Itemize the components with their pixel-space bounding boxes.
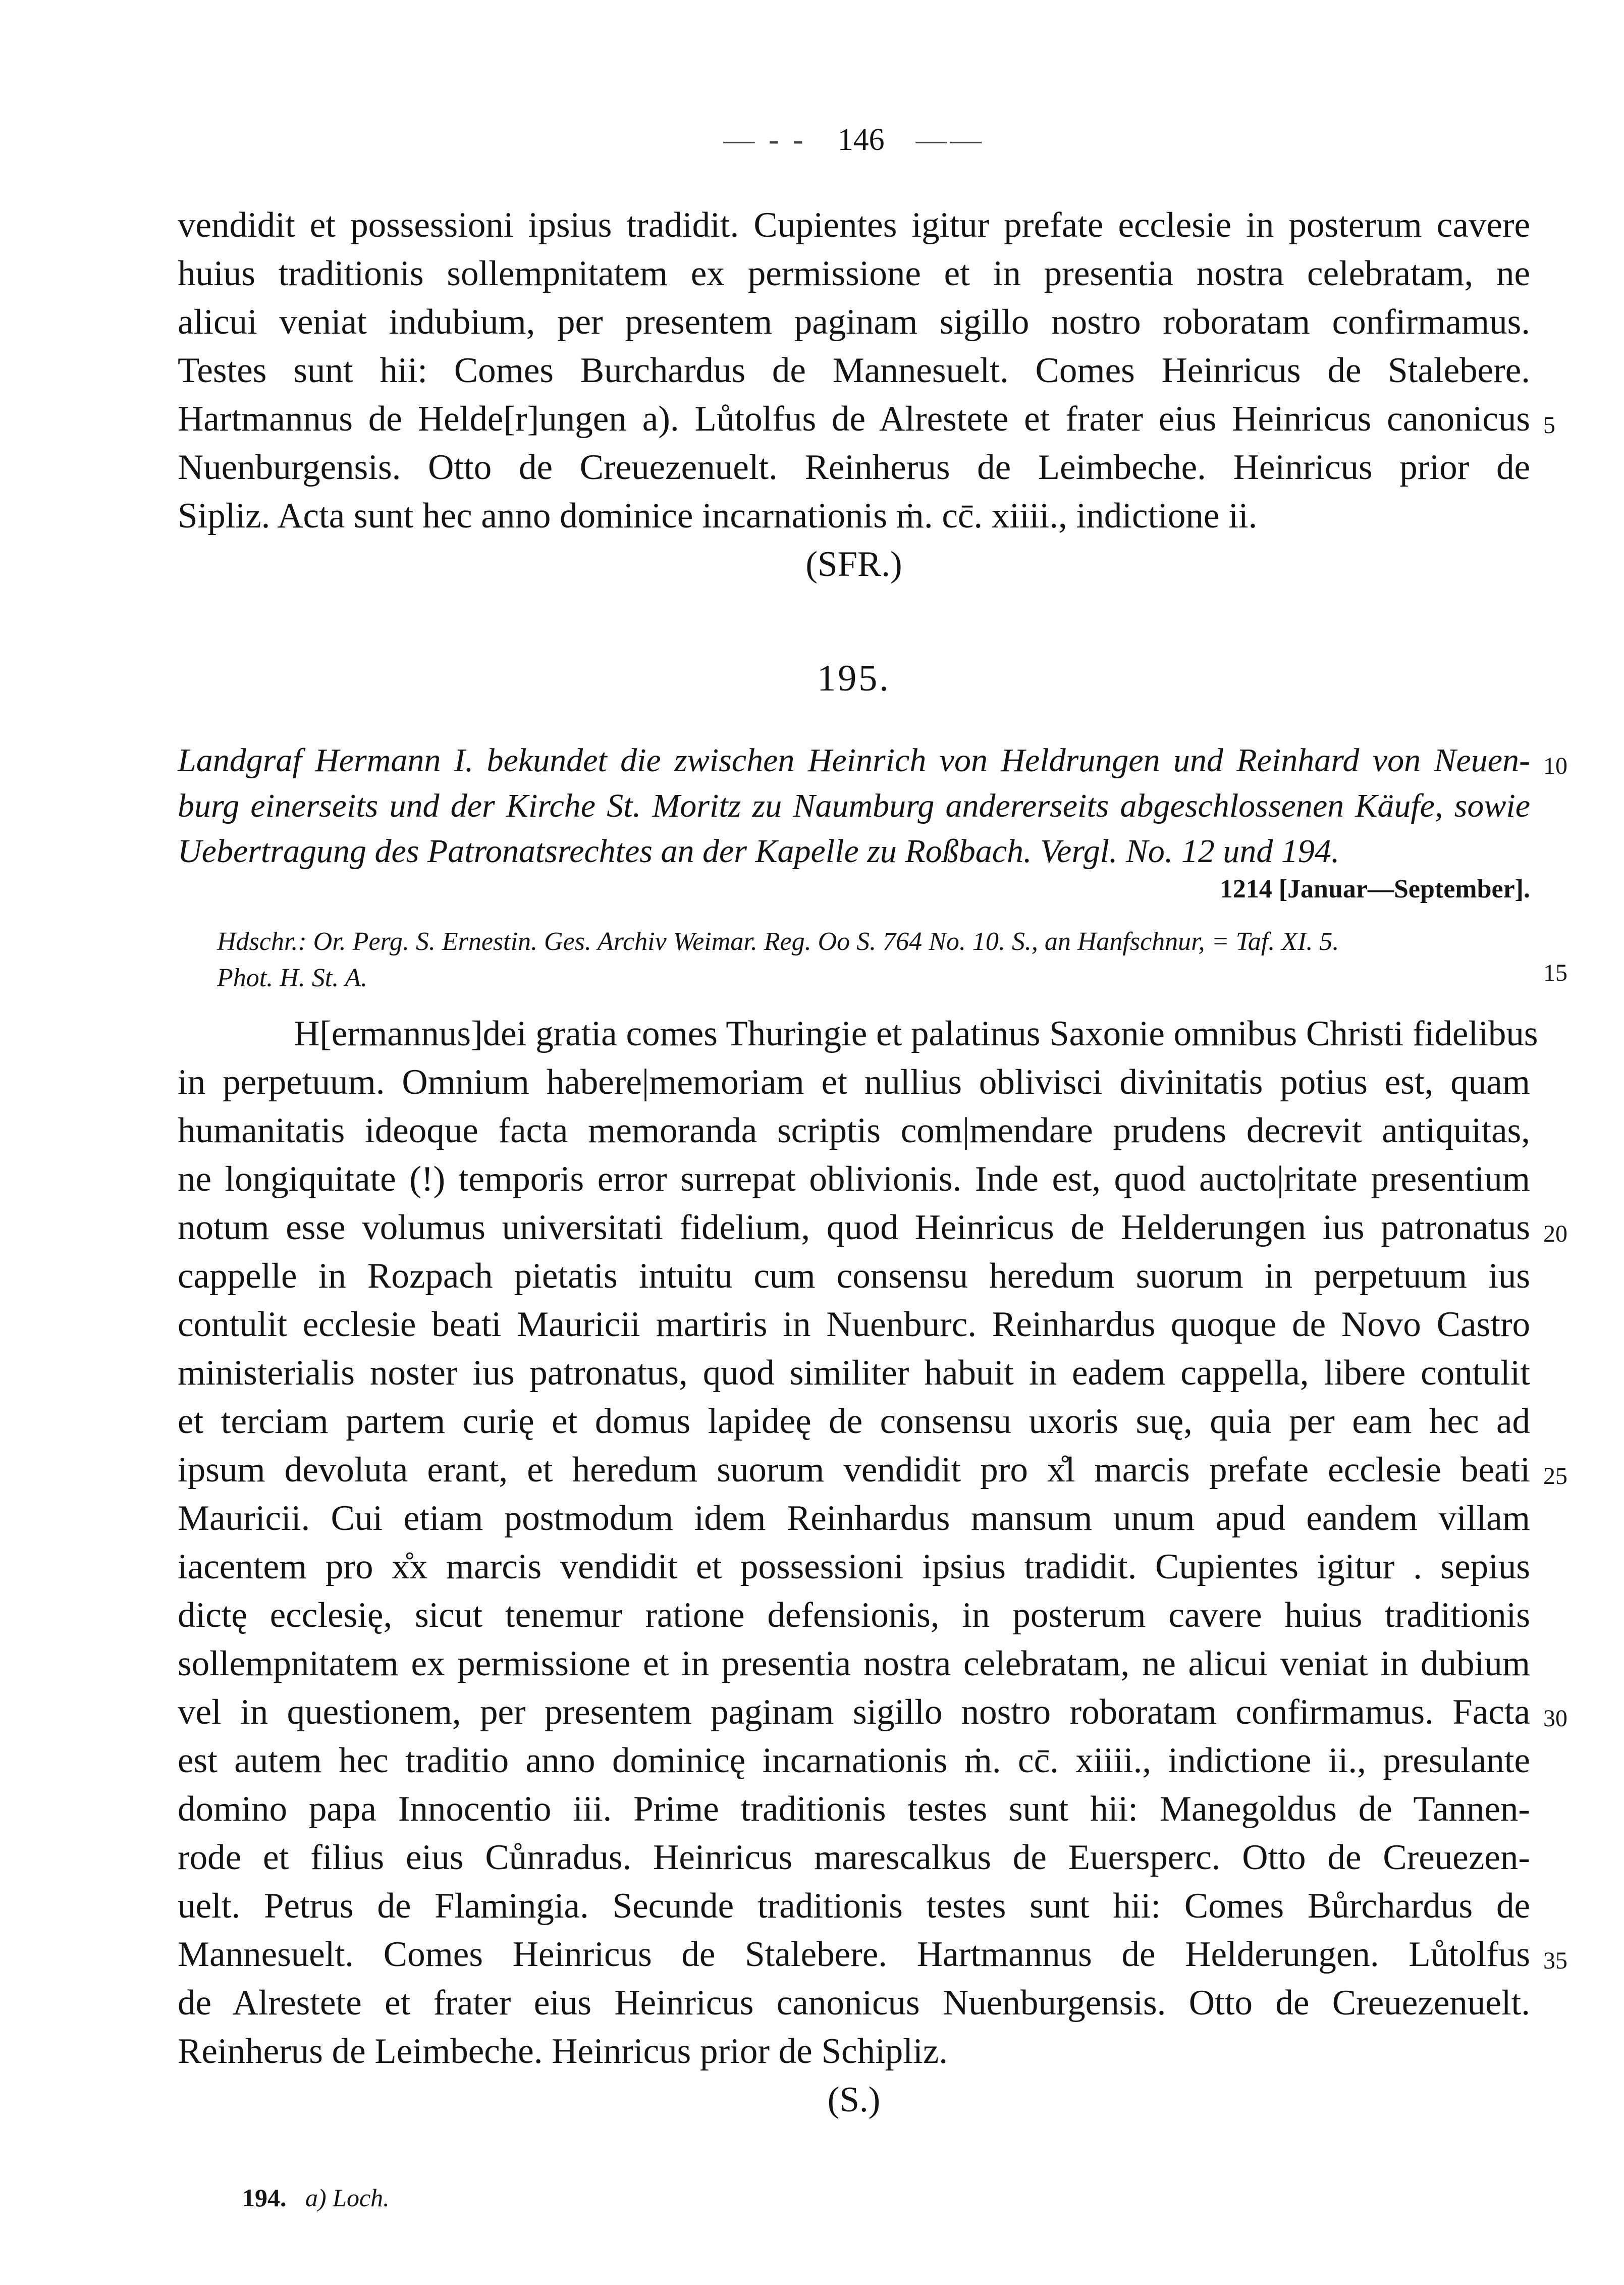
seal-notation: (S.) <box>827 2080 881 2119</box>
text-line: est autem hec traditio anno dominicę incarnationis ṁ. cc̄. xiiii., indictione ii., presulante <box>178 1741 1530 1780</box>
text-line: Sipliz. Acta sunt hec anno dominice incarnationis ṁ. cc̄. xiiii., indictione ii. <box>178 496 1258 536</box>
text-line: et terciam partem curię et domus lapideę de consensu uxoris suę, quia per eam hec ad <box>178 1402 1530 1441</box>
source-line: Hdschr.: Or. Perg. S. Ernestin. Ges. Archiv Weimar. Reg. Oo S. 764 No. 10. S., an Hanfschnur, = Taf. XI. 5. <box>217 927 1339 956</box>
text-line: H[ermannus]dei gratia comes Thuringie et palatinus Saxonie omnibus Christi fidelibus <box>294 1014 1538 1053</box>
text-line: cappelle in Rozpach pietatis intuitu cum consensu heredum suorum in perpetuum ius <box>178 1256 1530 1296</box>
seal-notation: (SFR.) <box>805 545 902 584</box>
line-number: 10 <box>1543 753 1567 779</box>
document-number: 195. <box>817 658 891 699</box>
text-line: Nuenburgensis. Otto de Creuezenuelt. Reinherus de Leimbeche. Heinricus prior de <box>178 448 1530 487</box>
text-line: humanitatis ideoque facta memoranda scriptis com|mendare prudens decrevit antiquitas, <box>178 1111 1530 1150</box>
text-line: dictę ecclesię, sicut tenemur ratione defensionis, in posterum cavere huius traditionis <box>178 1596 1530 1635</box>
line-number: 35 <box>1543 1947 1567 1974</box>
text-line: vendidit et possessioni ipsius tradidit. Cupientes igitur prefate ecclesie in posterum cavere <box>178 205 1530 245</box>
line-number: 20 <box>1543 1220 1567 1247</box>
text-line: iacentem pro x̊x marcis vendidit et possessioni ipsius tradidit. Cupientes igitur . sepius <box>178 1547 1530 1586</box>
text-line: Hartmannus de Helde[r]ungen a). Lůtolfus de Alrestete et frater eius Heinricus canonicus <box>178 399 1530 439</box>
text-line: Mannesuelt. Comes Heinricus de Stalebere. Hartmannus de Helderungen. Lůtolfus <box>178 1935 1530 1974</box>
text-line: sollempnitatem ex permissione et in presentia nostra celebratam, ne alicui veniat in dubium <box>178 1644 1530 1683</box>
footnote <box>242 2183 390 2212</box>
page-number: 146 <box>837 123 885 157</box>
text-line: ipsum devoluta erant, et heredum suorum vendidit pro x̊l marcis prefate ecclesie beati <box>178 1450 1530 1490</box>
footnote-text: a) Loch. <box>305 2184 390 2212</box>
header-rule-right: —— <box>915 123 985 157</box>
text-line: domino papa Innocentio iii. Prime traditionis testes sunt hii: Manegoldus de Tannen- <box>178 1789 1530 1829</box>
text-line: Mauricii. Cui etiam postmodum idem Reinhardus mansum unum apud eandem villam <box>178 1499 1530 1538</box>
header-rule-left: — - - <box>723 123 806 157</box>
text-line: ne longiquitate (!) temporis error surrepat oblivionis. Inde est, quod aucto|ritate presentium <box>178 1159 1530 1199</box>
text-line: in perpetuum. Omnium habere|memoriam et nullius oblivisci divinitatis potius est, quam <box>178 1062 1530 1102</box>
text-line: huius traditionis sollempnitatem ex permissione et in presentia nostra celebratam, ne <box>178 254 1530 293</box>
line-number: 25 <box>1543 1463 1567 1490</box>
regest-line: Uebertragung des Patronatsrechtes an der Kapelle zu Roßbach. Vergl. No. 12 und 194. <box>178 833 1340 870</box>
page-header <box>178 122 1530 158</box>
text-line: de Alrestete et frater eius Heinricus canonicus Nuenburgensis. Otto de Creuezenuelt. <box>178 1983 1530 2023</box>
regest-line: Landgraf Hermann I. bekundet die zwischen Heinrich von Heldrungen und Reinhard von Neuen- <box>178 742 1530 779</box>
text-line: notum esse volumus universitati fidelium, quod Heinricus de Helderungen ius patronatus <box>178 1208 1530 1247</box>
text-line: Reinherus de Leimbeche. Heinricus prior de Schipliz. <box>178 2032 948 2071</box>
text-line: alicui veniat indubium, per presentem paginam sigillo nostro roboratam confirmamus. <box>178 302 1530 342</box>
text-line: ministerialis noster ius patronatus, quod similiter habuit in eadem cappella, libere contulit <box>178 1353 1530 1393</box>
footnote-ref: 194. <box>242 2184 287 2212</box>
text-line: vel in questionem, per presentem paginam sigillo nostro roboratam confirmamus. Facta <box>178 1692 1530 1732</box>
line-number: 15 <box>1543 960 1567 986</box>
text-line: uelt. Petrus de Flamingia. Secunde traditionis testes sunt hii: Comes Bůrchardus de <box>178 1886 1530 1926</box>
line-number: 30 <box>1543 1705 1567 1732</box>
text-line: contulit ecclesie beati Mauricii martiris in Nuenburc. Reinhardus quoque de Novo Castro <box>178 1305 1530 1344</box>
document-date: 1214 [Januar—September]. <box>1219 875 1530 904</box>
line-number: 5 <box>1543 412 1555 439</box>
regest-line: burg einerseits und der Kirche St. Moritz zu Naumburg andererseits abgeschlossenen Käufe, sowie <box>178 787 1530 824</box>
source-line: Phot. H. St. A. <box>217 964 368 992</box>
text-line: Testes sunt hii: Comes Burchardus de Mannesuelt. Comes Heinricus de Stalebere. <box>178 351 1530 390</box>
text-line: rode et filius eius Cůnradus. Heinricus marescalkus de Euersperc. Otto de Creuezen- <box>178 1838 1530 1877</box>
